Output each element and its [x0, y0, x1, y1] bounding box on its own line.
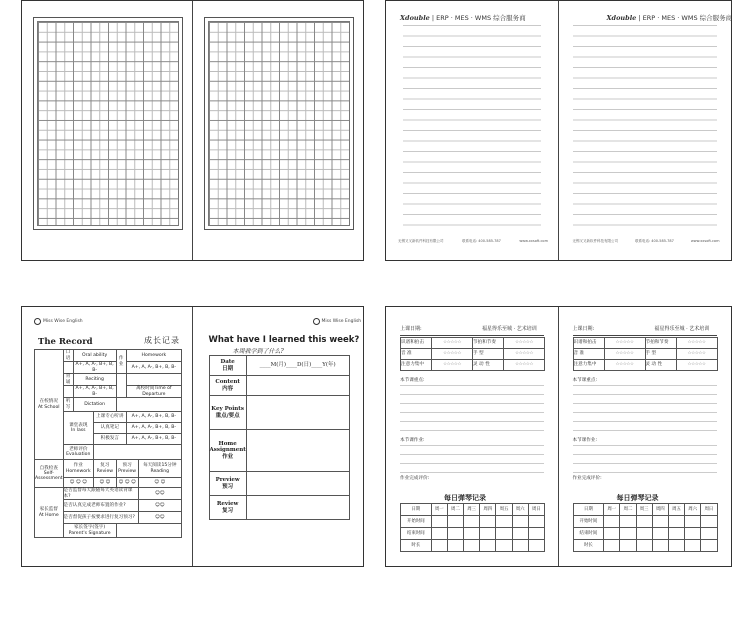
week-row [209, 430, 349, 472]
week-row-label: Content 内容 [209, 376, 246, 396]
ruled-lines [403, 25, 541, 228]
practice-table: 日期 周一 周二 周三 周四 周五 周六 周日 开始时间 结束时间 时长 [573, 503, 718, 552]
lesson-focus-label: 本节课重点: [572, 378, 598, 383]
writing-grid [204, 17, 354, 230]
practice-title: 每日弹琴记录 [444, 494, 486, 502]
practice-table: 日期 周一 周二 周三 周四 周五 周六 周日 开始时间 结束时间 时长 [400, 503, 545, 552]
brand-header: Xdouble | ERP · MES · WMS 综合服务商 [400, 14, 526, 22]
notes-lines [573, 445, 718, 473]
star-rating[interactable]: ☆☆☆☆☆ [432, 349, 473, 360]
brand-name: Miss Wise English [43, 319, 83, 324]
week-row-value [246, 472, 349, 496]
star-rating[interactable]: ☆☆☆☆☆ [604, 338, 645, 349]
rating-table: 识谱和拍击 ☆☆☆☆☆ 节拍和节奏 ☆☆☆☆☆ 音 准 ☆☆☆☆☆ 手 型 ☆☆☆☆☆ 注意力集中 ☆☆☆☆☆ 灵 动 性 ☆☆☆☆☆ [573, 337, 718, 371]
week-title: What have I learned this week? [208, 335, 360, 345]
week-row-value [246, 496, 349, 520]
smiley-icons: ☺ ☺ ☺ [63, 478, 93, 488]
homework-label: 本节课作业: [572, 438, 598, 443]
star-rating[interactable]: ☆☆☆☆☆ [676, 360, 717, 371]
notes-lines [400, 445, 544, 473]
rating-table: 识谱和拍击 ☆☆☆☆☆ 节拍和节奏 ☆☆☆☆☆ 音 准 ☆☆☆☆☆ 手 型 ☆☆☆☆☆ 注意力集中 ☆☆☆☆☆ 灵 动 性 ☆☆☆☆☆ [400, 337, 545, 371]
spread-grid [21, 0, 364, 261]
smiley-icons: ☺☺ [138, 512, 181, 524]
lined-page-left [386, 1, 559, 260]
smiley-icons: ☺ ☺ ☺ [116, 478, 138, 488]
star-rating[interactable]: ☆☆☆☆☆ [676, 349, 717, 360]
brand-header: Xdouble | ERP · MES · WMS 综合服务商 [606, 14, 733, 22]
week-row [209, 356, 349, 376]
star-rating[interactable]: ☆☆☆☆☆ [432, 360, 473, 371]
week-row [209, 396, 349, 430]
notes-lines [400, 385, 544, 437]
record-table: 在校情况 At School 口语 Oral ability 作业 Homework A+, A, A-, B+, B, B- A+, A, A-, B+, B, B- 背诵 Reciting A+, A, A-, B+, B, B- 离校时间Time of Departure 听写 Dictation 课堂表现 In lass 上课专心听讲 A+, A, A-, B+, B, B- 认真笔记 A+, A, A-, B+, B, B- 积极发言 A+, A, A-, B+, B, B- 老师评价 Evaluation 自我检查 Self-Assessment 作业 Homework 复习 Review 预习 Preview 每天阅读15分钟 Reading ☺ ☺ ☺ ☺ ☺ ☺ ☺ ☺ ☺ ☺ 家长监督 At Home 是否监督每天跟随每天英语读背课本? ☺☺ 是否认真完成老师布置的作业? ☺☺ 是否督促孩子按要求进行复习预习? ☺☺ 家长签字(签字) Parent's Signature [34, 349, 182, 538]
spread-lined [385, 0, 732, 261]
record-page [22, 307, 193, 566]
week-row [209, 376, 349, 396]
spread-music [385, 306, 732, 567]
brand-name: Miss Wise English [321, 319, 362, 324]
smiley-icons: ☺ ☺ [94, 478, 117, 488]
smiley-icons: ☺☺ [138, 500, 181, 512]
lesson-focus-label: 本节课重点: [400, 378, 425, 383]
footer: 无锡叉叉新软件科技有限公司 联系电话: 400-585-787 www.xxsoft.com [572, 239, 720, 243]
evaluation-label: 作业完成评价: [400, 476, 430, 481]
footer: 无锡叉叉新软件科技有限公司 联系电话: 400-585-787 www.xxsoft.com [398, 239, 548, 243]
lesson-date-label: 上课日期: [572, 326, 595, 332]
smiley-icons: ☺☺ [138, 488, 181, 500]
at-school-cell: 在校情况 At School [35, 350, 64, 460]
evaluation-label: 作业完成评价: [572, 476, 602, 481]
star-rating[interactable]: ☆☆☆☆☆ [504, 349, 545, 360]
spread-record [21, 306, 364, 567]
week-row-value: ____M(月)____D(日)____Y(年) [246, 356, 349, 376]
brand-logo-icon [34, 318, 41, 325]
star-rating[interactable]: ☆☆☆☆☆ [604, 360, 645, 371]
music-page-left [386, 307, 559, 566]
star-rating[interactable]: ☆☆☆☆☆ [604, 349, 645, 360]
record-title: The Record [38, 337, 93, 347]
music-page-right [559, 307, 732, 566]
record-title-cn: 成长记录 [144, 336, 180, 345]
notes-lines [573, 385, 718, 437]
week-table [209, 355, 350, 520]
week-row-value [246, 430, 349, 472]
star-rating[interactable]: ☆☆☆☆☆ [676, 338, 717, 349]
week-row-label: Review 复习 [209, 496, 246, 520]
grid-page-right [193, 1, 364, 260]
smiley-icons: ☺ ☺ [138, 478, 181, 488]
star-rating[interactable]: ☆☆☆☆☆ [504, 338, 545, 349]
ruled-lines [573, 25, 718, 228]
week-row-label: Key Points 重点/要点 [209, 396, 246, 430]
week-row-label: Date 日期 [209, 356, 246, 376]
school-brand: 福星得乐至城 · 艺术培训 [482, 326, 537, 332]
star-rating[interactable]: ☆☆☆☆☆ [504, 360, 545, 371]
week-subtitle: 本周我学到了什么? [232, 348, 284, 355]
week-row-label: Preview 预习 [209, 472, 246, 496]
week-row [209, 496, 349, 520]
week-row-value [246, 376, 349, 396]
star-rating[interactable]: ☆☆☆☆☆ [432, 338, 473, 349]
writing-grid [33, 17, 183, 230]
week-row-value [246, 396, 349, 430]
grid-page-left [22, 1, 193, 260]
practice-title: 每日弹琴记录 [616, 494, 659, 502]
week-row-label: Home Assignment 作业 [209, 430, 246, 472]
weekly-page [193, 307, 364, 566]
lined-page-right [559, 1, 732, 260]
homework-label: 本节课作业: [400, 438, 425, 443]
brand-logo-icon [313, 318, 320, 325]
week-row [209, 472, 349, 496]
lesson-date-label: 上课日期: [400, 326, 422, 332]
school-brand: 福星得乐至城 · 艺术培训 [654, 326, 710, 332]
